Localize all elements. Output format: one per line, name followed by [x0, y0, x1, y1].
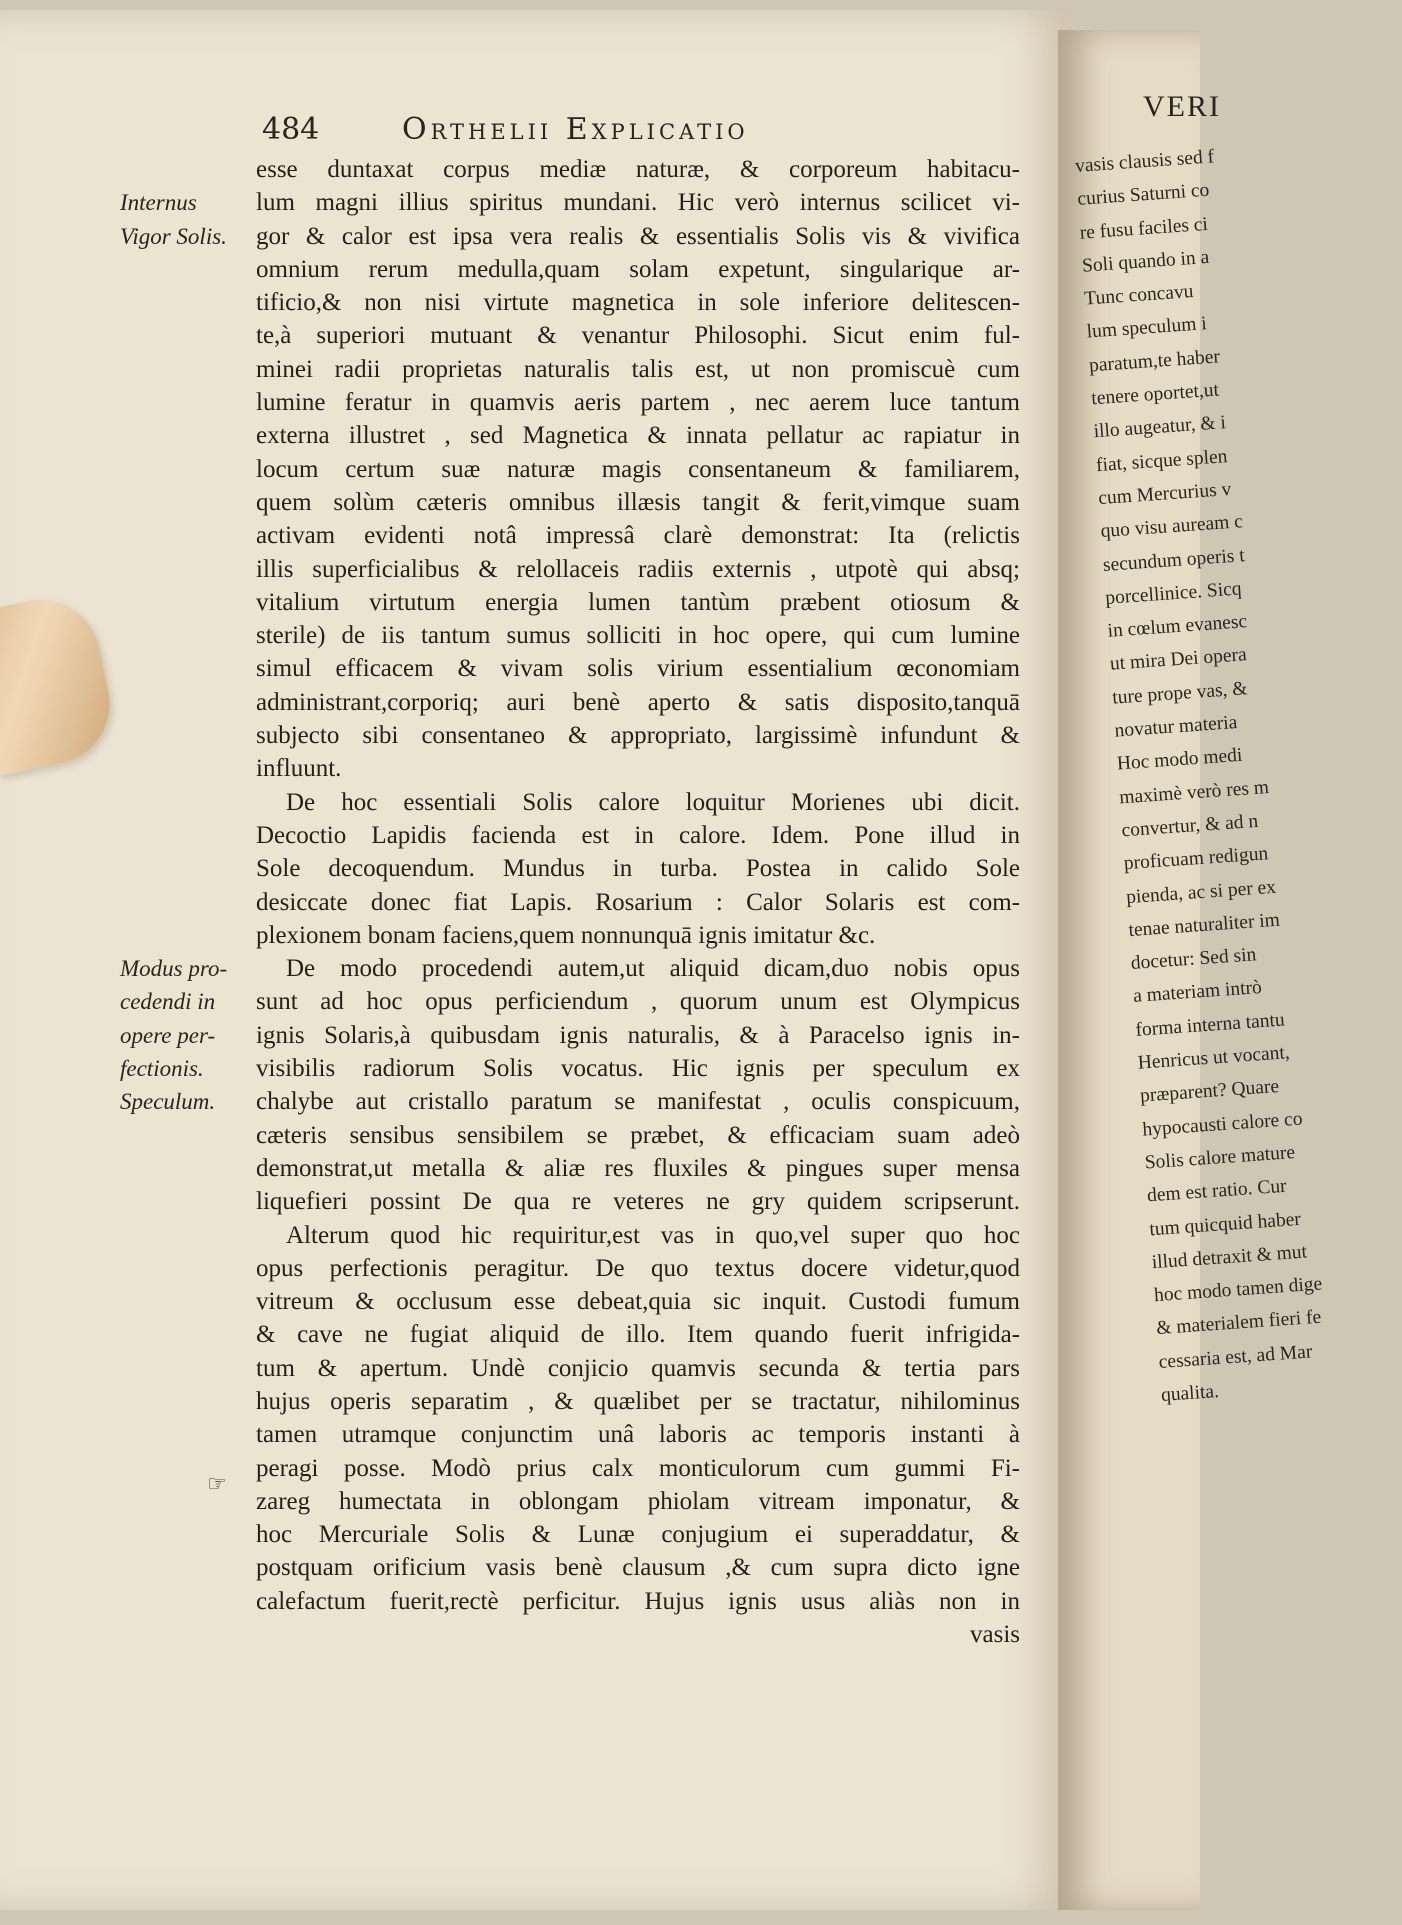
facing-text-line: porcellinice. Sicq — [1104, 578, 1243, 609]
text-line: visibilis radiorum Solis vocatus. Hic ignis per speculum ex — [256, 1055, 1020, 1083]
text-line: lum magni illius spiritus mundani. Hic verò internus scilicet vi- — [256, 189, 1020, 217]
text-line: opus perfectionis peragitur. De quo textus docere videtur,quod — [256, 1254, 1020, 1282]
facing-text-line: Tunc concavu — [1083, 281, 1195, 310]
text-line: postquam orificium vasis benè clausum ,& cum supra dicto igne — [256, 1554, 1020, 1582]
text-line: illis superficialibus & relollaceis radiis externis , utpotè qui absq; — [256, 555, 1020, 583]
text-line: calefactum fuerit,rectè perficitur. Hujus ignis usus aliàs non in — [256, 1587, 1020, 1615]
text-line: liquefieri possint De qua re veteres ne gry quidem scripserunt. — [256, 1188, 1020, 1216]
facing-text-line: curius Saturni co — [1076, 179, 1211, 211]
text-line: Decoctio Lapidis facienda est in calore. Idem. Pone illud in — [256, 821, 1020, 849]
facing-text-line: hypocausti calore co — [1141, 1108, 1304, 1141]
text-line: Sole decoquendum. Mundus in turba. Postea in calido Sole — [256, 855, 1020, 883]
margin-note-line: Modus pro- — [120, 956, 228, 981]
margin-note-line: Internus — [120, 190, 197, 216]
text-line: locum certum suæ naturæ magis consentaneum & familiarem, — [256, 455, 1020, 483]
text-line: Alterum quod hic requiritur,est vas in quo,vel super quo hoc — [286, 1221, 1020, 1249]
facing-text-line: a materiam intrò — [1132, 977, 1263, 1008]
facing-text-line: proficuam redigun — [1123, 843, 1269, 875]
facing-text-line: Henricus ut vocant, — [1137, 1042, 1291, 1074]
facing-text-line: Solis calore mature — [1144, 1141, 1296, 1174]
facing-text-line: secundum operis t — [1102, 544, 1246, 576]
text-line: plexionem bonam faciens,quem nonnunquā ignis imitatur &c. — [256, 921, 876, 949]
margin-note-line: cedendi in — [120, 989, 216, 1015]
text-line: De hoc essentiali Solis calore loquitur Morienes ubi dicit. — [286, 788, 1020, 816]
facing-text-line: illud detraxit & mut — [1151, 1241, 1308, 1274]
facing-text-line: & materialem fieri fe — [1155, 1307, 1322, 1340]
facing-text-line: ture prope vas, & — [1111, 677, 1249, 709]
text-line: gor & calor est ipsa vera realis & essentialis Solis vis & vivifica — [256, 222, 1020, 250]
text-line: chalybe aut cristallo paratum se manifestat , oculis conspicuum, — [256, 1088, 1020, 1116]
text-line: hoc Mercuriale Solis & Lunæ conjugium ei superaddatur, & — [256, 1521, 1020, 1549]
text-line: peragi posse. Modò prius calx monticulorum cum gummi Fi- — [256, 1454, 1020, 1482]
text-line: tum & apertum. Undè conjicio quamvis secunda & tertia pars — [256, 1354, 1020, 1382]
facing-text-line: quo visu auream c — [1099, 511, 1244, 543]
text-line: subjecto sibi consentaneo & appropriato, largissimè infundunt & — [256, 722, 1020, 750]
page-number: 484 — [262, 112, 320, 147]
facing-text-line: forma interna tantu — [1134, 1009, 1286, 1041]
facing-text-line: dem est ratio. Cur — [1146, 1175, 1288, 1207]
text-line: vitalium virtutum energia lumen tantùm præbent otiosum & — [256, 588, 1020, 616]
body-text — [256, 153, 1020, 1651]
running-title: Orthelii Explicatio — [402, 112, 749, 147]
facing-text-line: maximè verò res m — [1118, 776, 1270, 809]
text-line: & cave ne fugiat aliquid de illo. Item quando fuerit infrigida- — [256, 1321, 1020, 1349]
facing-text-line: lum speculum i — [1086, 313, 1208, 344]
facing-text-line: cum Mercurius v — [1097, 478, 1233, 510]
text-line: sunt ad hoc opus perficiendum , quorum unum est Olympicus — [256, 988, 1020, 1016]
margin-note-2 — [120, 952, 260, 1118]
text-line: te,à superiori mutuant & venantur Philosophi. Sicut enim ful- — [256, 322, 1020, 350]
facing-text-line: hoc modo tamen dige — [1153, 1273, 1323, 1307]
facing-text-line: cessaria est, ad Mar — [1158, 1341, 1313, 1373]
text-line: esse duntaxat corpus mediæ naturæ, & corporeum habitacu- — [256, 156, 1020, 183]
facing-text-line: paratum,te haber — [1088, 346, 1221, 377]
facing-text-line: pienda, ac si per ex — [1125, 876, 1277, 908]
text-line: De modo procedendi autem,ut aliquid dicam,duo nobis opus — [286, 955, 1020, 983]
text-line: externa illustret , sed Magnetica & innata pellatur ac rapiatur in — [256, 422, 1020, 450]
facing-page-text — [1074, 133, 1402, 1412]
text-line: lumine feratur in quamvis aeris partem , nec aerem luce tantum — [256, 389, 1020, 417]
text-line: desiccate donec fiat Lapis. Rosarium : Calor Solaris est com- — [256, 888, 1020, 916]
text-line: influunt. — [256, 755, 342, 783]
facing-page — [1058, 30, 1323, 1910]
facing-text-line: tum quicquid haber — [1148, 1208, 1302, 1240]
text-line: sterile) de iis tantum sumus solliciti in hoc opere, qui cum lumine — [256, 622, 1020, 650]
margin-note-line: opere per- — [120, 1022, 216, 1048]
facing-text-line: novatur materia — [1113, 712, 1238, 742]
margin-note-1 — [120, 153, 260, 253]
facing-text-line: tenae naturaliter im — [1127, 909, 1281, 941]
text-line: vitreum & occlusum esse debeat,quia sic inquit. Custodi fumum — [256, 1288, 1020, 1316]
margin-note-line: Vigor Solis. — [120, 223, 227, 249]
text-line: zareg humectata in oblongam phiolam vitream imponatur, & — [256, 1487, 1020, 1515]
text-line: tificio,& non nisi virtute magnetica in sole inferiore delitescen- — [256, 289, 1020, 317]
catchword: vasis — [970, 1621, 1020, 1649]
text-line: administrant,corporiq; auri benè aperto & satis disposito,tanquā — [256, 688, 1020, 716]
text-line: cæteris sensibus sensibilem se præbet, & efficaciam suam adeò — [256, 1121, 1020, 1149]
facing-text-line: convertur, & ad n — [1120, 810, 1259, 842]
hand-mark: ☞ — [207, 1472, 227, 1497]
text-line: simul efficacem & vivam solis virium essentialium œconomiam — [256, 655, 1020, 683]
text-line: minei radii proprietas naturalis talis est, ut non promiscuè cum — [256, 355, 1020, 383]
facing-text-line: qualita. — [1160, 1380, 1220, 1406]
text-line: omnium rerum medulla,quam solam expetunt, singularique ar- — [256, 255, 1020, 283]
text-line: quem solùm cæteris omnibus illæsis tangit & ferit,vimque suam — [256, 488, 1020, 516]
facing-text-line: Hoc modo medi — [1116, 745, 1244, 775]
text-line: ignis Solaris,à quibusdam ignis naturalis, & à Paracelso ignis in- — [256, 1021, 1020, 1049]
facing-text-line: ut mira Dei opera — [1109, 644, 1248, 676]
facing-text-line: in cœlum evanesc — [1106, 611, 1248, 642]
facing-text-line: vasis clausis sed f — [1074, 146, 1215, 177]
facing-text-line: Soli quando in a — [1081, 246, 1210, 277]
facing-text-line: tenere oportet,ut — [1090, 379, 1220, 410]
facing-text-line: docetur: Sed sin — [1130, 944, 1257, 975]
facing-text-line: re fusu faciles ci — [1079, 213, 1209, 244]
text-line: demonstrat,ut metalla & aliæ res fluxiles & pingues super mensa — [256, 1154, 1020, 1182]
facing-text-line: fiat, sicque splen — [1095, 445, 1229, 476]
facing-text-line: præparent? Quare — [1139, 1076, 1280, 1107]
facing-text-line: illo augeatur, & i — [1092, 412, 1227, 443]
text-line: hujus operis separatim , & quælibet per se tractatur, nihilominus — [256, 1387, 1020, 1415]
margin-note-line: Speculum. — [120, 1089, 216, 1115]
text-line: tamen utramque conjunctim unâ laboris ac temporis instanti à — [256, 1421, 1020, 1449]
text-line: activam evidenti notâ impressâ clarè demonstrat: Ita (relictis — [256, 522, 1020, 550]
page-header — [262, 112, 882, 148]
margin-note-line: fectionis. — [120, 1055, 204, 1081]
facing-page-header: VERI — [1143, 90, 1221, 123]
